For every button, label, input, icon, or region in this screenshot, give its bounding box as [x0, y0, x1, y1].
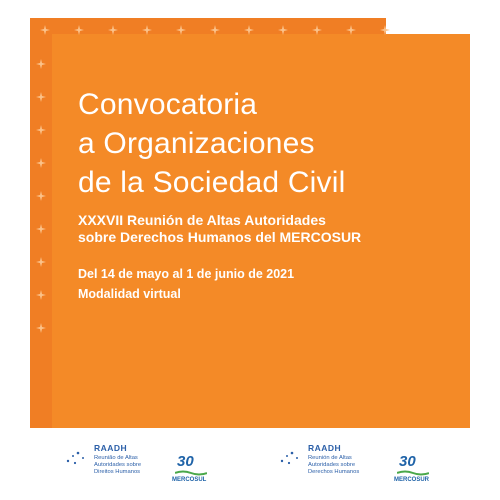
raadh-desc-line: Reunião de Altas — [94, 455, 138, 461]
sparkle-mark — [278, 22, 288, 32]
anniversary-number: 30 — [177, 453, 194, 470]
raadh-desc-line: Autoridades sobre — [308, 461, 356, 468]
sparkle-mark — [210, 22, 220, 32]
title-line-3: de la Sociedad Civil — [78, 166, 346, 199]
sparkle-mark — [36, 320, 46, 330]
sparkle-mark — [244, 22, 254, 32]
sparkle-mark — [108, 22, 118, 32]
raadh-name: RAADH — [94, 443, 128, 453]
subtitle — [78, 212, 468, 246]
sparkle-mark — [312, 22, 322, 32]
sparkle-mark — [36, 254, 46, 264]
mercosur-label: MERCOSUR — [394, 477, 430, 483]
dates-line: Del 14 de mayo al 1 de junio de 2021 — [78, 267, 295, 281]
anniversary-number: 30 — [399, 453, 416, 470]
sparkle-mark — [36, 188, 46, 198]
event-details — [78, 264, 468, 304]
sparkle-mark — [346, 22, 356, 32]
sparkle-mark — [36, 56, 46, 66]
page-title — [78, 85, 458, 202]
subtitle-line-1: XXXVII Reunión de Altas Autoridades — [78, 212, 326, 228]
sparkle-mark — [74, 22, 84, 32]
raadh-desc-line: Reunión de Altas — [308, 455, 352, 461]
sparkle-mark — [36, 287, 46, 297]
subtitle-line-2: sobre Derechos Humanos del MERCOSUR — [78, 229, 362, 245]
sparkle-mark — [142, 22, 152, 32]
sparkle-mark — [380, 22, 390, 32]
raadh-desc-line: Autoridades sobre — [94, 461, 142, 468]
raadh-desc — [94, 455, 184, 475]
sparkle-mark — [36, 221, 46, 231]
sparkle-mark — [36, 155, 46, 165]
mercosul-label: MERCOSUL — [172, 477, 207, 483]
stars-icon — [64, 447, 90, 473]
mercosur-30-logo — [394, 453, 430, 491]
sparkle-mark — [36, 122, 46, 132]
sparkle-mark — [40, 22, 50, 32]
sparkle-mark — [176, 22, 186, 32]
title-line-1: Convocatoria — [78, 88, 258, 121]
raadh-desc-line: Direitos Humanos — [94, 468, 141, 475]
raadh-desc — [308, 455, 398, 475]
title-line-2: a Organizaciones — [78, 127, 315, 160]
mode-line: Modalidad virtual — [78, 287, 181, 301]
wave-icon — [397, 470, 429, 476]
mercosul-30-logo — [172, 453, 208, 491]
sparkle-mark — [36, 89, 46, 99]
wave-icon — [175, 470, 207, 476]
stars-icon — [278, 447, 304, 473]
raadh-desc-line: Derechos Humanos — [308, 468, 360, 475]
raadh-name: RAADH — [308, 443, 342, 453]
